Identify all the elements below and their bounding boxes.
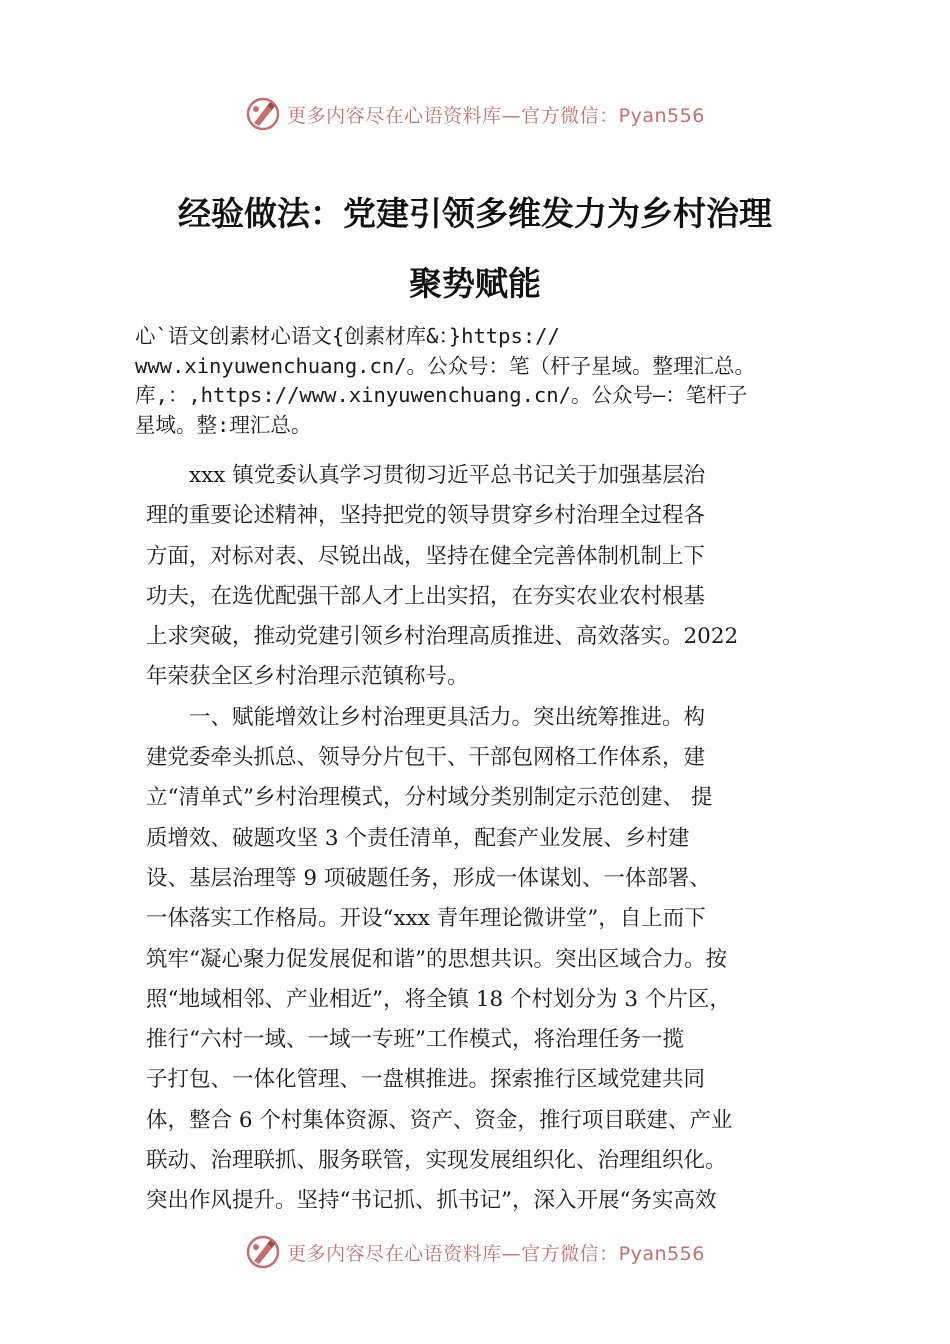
body-line: 一体落实工作格局。开设“xxx 青年理论微讲堂”，自上而下 [146, 906, 706, 932]
body-line: 功夫，在选优配强干部人才上出实招，在夯实农业农村根基 [146, 583, 706, 609]
source-line: 库,：,https://www.xinyuwenchuang.cn/。公众号—：笔杆子 [135, 383, 748, 407]
body-line: 推行“六村一域、一域一专班”工作模式，将治理任务一揽 [146, 1027, 684, 1053]
body-line: 体，整合 6 个村集体资源、资产、资金，推行项目联建、产业 [146, 1107, 733, 1133]
body-line: 一、赋能增效让乡村治理更具活力。突出统筹推进。构 [146, 704, 706, 730]
body-line: 联动、治理联抓、服务联管，实现发展组织化、治理组织化。 [146, 1148, 727, 1174]
pen-logo-icon [245, 1234, 281, 1270]
body-line: 设、基层治理等 9 项破题任务，形成一体谋划、一体部署、 [146, 865, 711, 891]
body-line: 突出作风提升。坚持“书记抓、抓书记”，深入开展“务实高效 [146, 1188, 717, 1214]
source-line: www.xinyuwenchuang.cn/。公众号：笔（杆子星域。整理汇总。 [135, 353, 756, 378]
source-note [135, 322, 835, 440]
body-line: 筑牢“凝心聚力促发展促和谐”的思想共识。突出区域合力。按 [146, 946, 727, 972]
body-line: 子打包、一体化管理、一盘棋推进。探索推行区域党建共同 [146, 1067, 706, 1093]
document-title-line-2: 聚势赋能 [409, 264, 541, 303]
body-line: 理的重要论述精神，坚持把党的领导贯穿乡村治理全过程各 [146, 503, 706, 529]
body-line: 立“清单式”乡村治理模式，分村域分类别制定示范创建、 提 [146, 785, 713, 811]
footer-watermark [0, 1232, 950, 1272]
body-line: 年荣获全区乡村治理示范镇称号。 [146, 664, 469, 690]
body-text [146, 456, 826, 1222]
source-line: 心`语文创素材心语文{创素材库&：}https:// [135, 324, 560, 348]
document-title-line-1: 经验做法：党建引领多维发力为乡村治理 [178, 194, 772, 233]
body-line: 方面，对标对表、尽锐出战，坚持在健全完善体制机制上下 [146, 543, 706, 569]
watermark-text: 更多内容尽在心语资料库—官方微信：Pyan556 [287, 1242, 705, 1265]
source-line: 星域。整:理汇总。 [135, 412, 312, 437]
watermark-text: 更多内容尽在心语资料库—官方微信：Pyan556 [287, 104, 705, 127]
body-line: xxx 镇党委认真学习贯彻习近平总书记关于加强基层治 [146, 463, 706, 488]
header-watermark [0, 94, 950, 134]
body-line: 照“地域相邻、产业相近”，将全镇 18 个村划分为 3 个片区， [146, 986, 731, 1012]
body-line: 上求突破，推动党建引领乡村治理高质推进、高效落实。2022 [146, 624, 739, 650]
body-line: 建党委牵头抓总、领导分片包干、干部包网格工作体系，建 [146, 745, 706, 771]
pen-logo-icon [245, 96, 281, 132]
body-line: 质增效、破题攻坚 3 个责任清单，配套产业发展、乡村建 [146, 825, 690, 851]
